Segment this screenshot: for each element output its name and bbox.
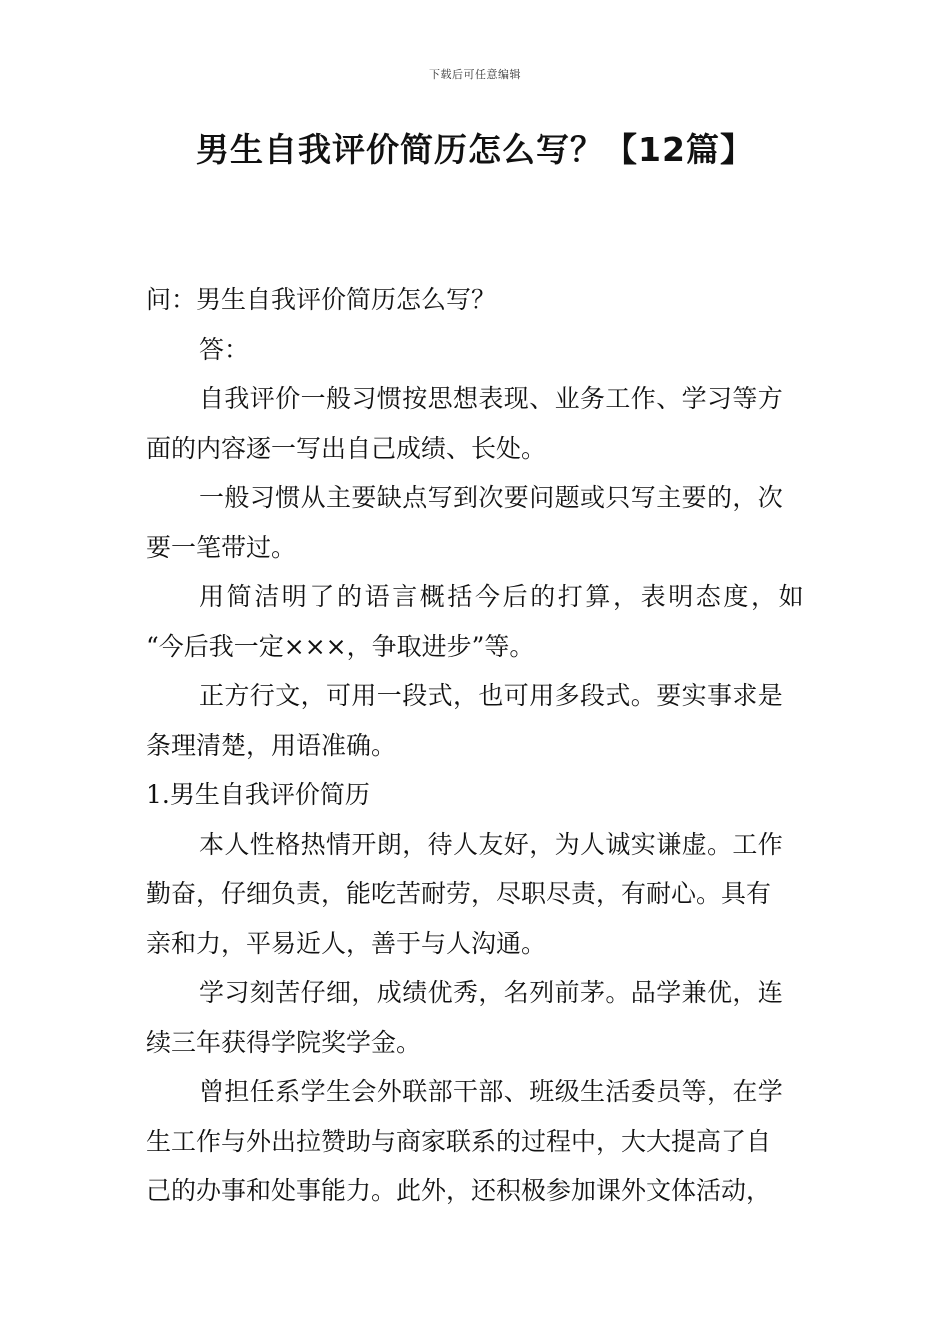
paragraph-line: 学习刻苦仔细，成绩优秀，名列前茅。品学兼优，连 [199, 978, 784, 1007]
paragraph-line: 勤奋，仔细负责，能吃苦耐劳，尽职尽责，有耐心。具有 [146, 879, 772, 908]
paragraph-line: 自我评价一般习惯按思想表现、业务工作、学习等方 [199, 384, 784, 413]
section-heading: 1.男生自我评价简历 [146, 780, 370, 809]
header-note: 下载后可任意编辑 [429, 68, 521, 81]
paragraph-line: 亲和力，平易近人，善于与人沟通。 [146, 928, 547, 958]
question-line: 问：男生自我评价简历怎么写？ [146, 285, 497, 314]
paragraph-line: 续三年获得学院奖学金。 [146, 1027, 422, 1057]
paragraph-line: 条理清楚，用语准确。 [146, 730, 397, 760]
paragraph-line: 面的内容逐一写出自己成绩、长处。 [146, 433, 547, 463]
answer-label: 答： [199, 334, 250, 364]
document-title: 男生自我评价简历怎么写？【12篇】 [196, 130, 754, 169]
paragraph-line: 要一笔带过。 [146, 532, 297, 562]
paragraph-line: 生工作与外出拉赞助与商家联系的过程中，大大提高了自 [146, 1126, 772, 1156]
paragraph-line: 己的办事和处事能力。此外，还积极参加课外文体活动， [146, 1176, 772, 1205]
paragraph-line: 本人性格热情开朗，待人友好，为人诚实谦虚。工作 [199, 829, 784, 859]
document-body [146, 275, 806, 1216]
paragraph-line: 正方行文，可用一段式，也可用多段式。要实事求是 [199, 681, 784, 710]
paragraph-line: 用简洁明了的语言概括今后的打算，表明态度，如 [199, 582, 807, 611]
paragraph-line: 曾担任系学生会外联部干部、班级生活委员等，在学 [199, 1077, 784, 1106]
paragraph-line: 一般习惯从主要缺点写到次要问题或只写主要的，次 [199, 483, 784, 512]
paragraph-line: “今后我一定×××，争取进步”等。 [146, 631, 535, 661]
